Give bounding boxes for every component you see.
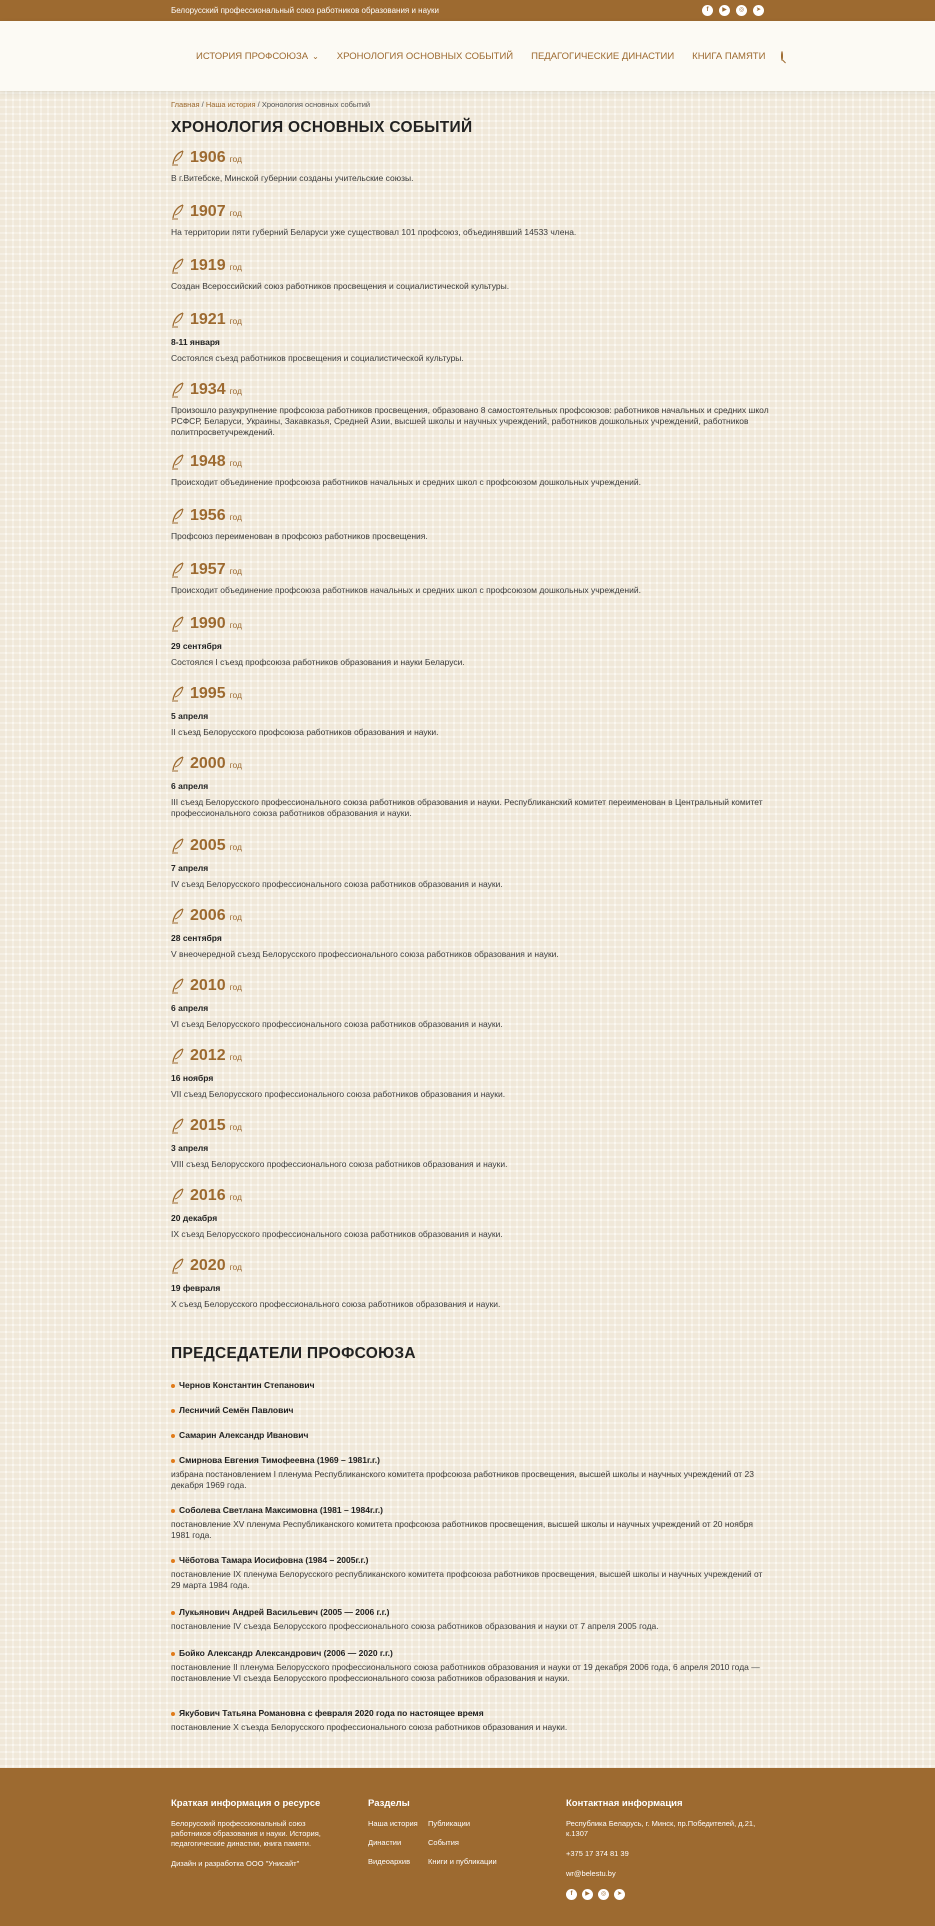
chair-name: Чернов Константин Степанович xyxy=(171,1380,771,1390)
event-year-line xyxy=(171,907,771,925)
event-year: 2000 xyxy=(190,755,226,772)
event-year-line xyxy=(171,615,771,633)
event-year-suffix: год xyxy=(229,208,243,218)
quill-pen-icon xyxy=(171,204,185,220)
event-year-line xyxy=(171,381,771,399)
chair-description: постановление XV пленума Республиканского комитета профсоюза работников просвещения, высшей школы и научных учреждений от 20 ноября 1981 года. xyxy=(171,1519,753,1540)
facebook-icon[interactable]: f xyxy=(566,1889,577,1900)
event-description: Создан Всероссийский союз работников просвещения и социалистической культуры. xyxy=(171,281,510,291)
footer-contacts-title: Контактная информация xyxy=(566,1798,683,1809)
footer-link-dynasties[interactable]: Династии xyxy=(368,1838,402,1847)
footer-link-events[interactable]: События xyxy=(428,1838,459,1847)
chair-item xyxy=(171,1405,771,1415)
event-description: Происходит объединение профсоюза работников начальных и средних школ с профсоюзом дошкольных учреждений. xyxy=(171,585,641,595)
event-description: Произошло разукрупнение профсоюза работников просвещения, образовано 8 самостоятельных профсоюзов: работников начальных и средних школ РСФСР, Беларуси, Украины, Закавказья, Средней Азии, высшей школы и научных учреждений, работников дошкольных учреждений, работников политпросветучреждений. xyxy=(171,405,769,437)
event-year-suffix: год xyxy=(229,316,243,326)
timeline-event xyxy=(171,1187,771,1240)
event-year: 1907 xyxy=(190,203,226,220)
facebook-icon[interactable]: f xyxy=(702,5,713,16)
quill-pen-icon xyxy=(171,1048,185,1064)
event-year-suffix: год xyxy=(229,154,243,164)
event-date: 3 апреля xyxy=(171,1143,209,1153)
quill-pen-icon xyxy=(171,616,185,632)
event-year-line xyxy=(171,685,771,703)
event-description: Состоялся съезд работников просвещения и социалистической культуры. xyxy=(171,353,464,363)
event-description: VIII съезд Белорусского профессионального союза работников образования и науки. xyxy=(171,1159,508,1169)
footer-link-books[interactable]: Книги и публикации xyxy=(428,1857,497,1866)
quill-pen-icon xyxy=(171,258,185,274)
breadcrumb-history[interactable]: Наша история xyxy=(205,100,256,109)
breadcrumb xyxy=(171,100,771,109)
footer-credits[interactable]: Дизайн и разработка ООО "Унисайт" xyxy=(171,1859,300,1868)
event-date: 28 сентября xyxy=(171,933,222,943)
event-date: 29 сентября xyxy=(171,641,222,651)
breadcrumb-current: Хронология основных событий xyxy=(261,100,371,109)
event-date: 6 апреля xyxy=(171,781,209,791)
timeline-event xyxy=(171,755,771,819)
chevron-down-icon[interactable]: ⌄ xyxy=(312,51,319,61)
event-year-suffix: год xyxy=(229,386,243,396)
footer-link-publications[interactable]: Публикации xyxy=(428,1819,471,1828)
chair-item xyxy=(171,1380,771,1390)
timeline-event xyxy=(171,977,771,1030)
event-year-suffix: год xyxy=(229,1192,243,1202)
timeline-event xyxy=(171,615,771,668)
footer-sections xyxy=(368,1798,508,1866)
chair-item xyxy=(171,1505,771,1541)
breadcrumb-separator: / xyxy=(255,100,262,109)
event-description: VI съезд Белорусского профессионального союза работников образования и науки. xyxy=(171,1019,503,1029)
event-year-suffix: год xyxy=(229,690,243,700)
event-year-suffix: год xyxy=(229,1262,243,1272)
chair-item xyxy=(171,1455,771,1491)
event-year-suffix: год xyxy=(229,760,243,770)
footer-address: Республика Беларусь, г. Минск, пр.Победителей, д.21, к.1307 xyxy=(566,1819,756,1838)
event-description: Происходит объединение профсоюза работников начальных и средних школ с профсоюзом дошкольных учреждений. xyxy=(171,477,641,487)
quill-pen-icon xyxy=(171,686,185,702)
footer-link-video[interactable]: Видеоархив xyxy=(368,1857,411,1866)
event-year: 1906 xyxy=(190,149,226,166)
chairs-title: ПРЕДСЕДАТЕЛИ ПРОФСОЮЗА xyxy=(171,1345,416,1362)
footer-link-history[interactable]: Наша история xyxy=(368,1819,418,1828)
event-year-line xyxy=(171,1047,771,1065)
quill-pen-icon xyxy=(171,1118,185,1134)
event-year-suffix: год xyxy=(229,912,243,922)
quill-pen-icon xyxy=(171,1258,185,1274)
event-year-suffix: год xyxy=(229,982,243,992)
quill-pen-icon xyxy=(171,508,185,524)
event-year-suffix: год xyxy=(229,512,243,522)
event-year: 2016 xyxy=(190,1187,226,1204)
quill-pen-icon xyxy=(171,908,185,924)
event-year-suffix: год xyxy=(229,566,243,576)
instagram-icon[interactable]: ◎ xyxy=(736,5,747,16)
event-year: 2010 xyxy=(190,977,226,994)
quill-pen-icon xyxy=(171,312,185,328)
event-date: 19 февраля xyxy=(171,1283,221,1293)
event-date: 6 апреля xyxy=(171,1003,209,1013)
event-description: X съезд Белорусского профессионального союза работников образования и науки. xyxy=(171,1299,501,1309)
event-description: IV съезд Белорусского профессионального союза работников образования и науки. xyxy=(171,879,503,889)
timeline-event xyxy=(171,1257,771,1310)
event-date: 8-11 января xyxy=(171,337,220,347)
timeline-event xyxy=(171,149,771,184)
event-year-line xyxy=(171,1117,771,1135)
chair-description: постановление IV съезда Белорусского профессионального союза работников образования и науки от 7 апреля 2005 года. xyxy=(171,1621,659,1631)
chair-description: постановление X съезда Белорусского профессионального союза работников образования и науки. xyxy=(171,1722,568,1732)
event-description: VII съезд Белорусского профессионального союза работников образования и науки. xyxy=(171,1089,506,1099)
chair-item xyxy=(171,1708,771,1733)
timeline-event xyxy=(171,685,771,738)
telegram-icon[interactable]: ➤ xyxy=(753,5,764,16)
quill-pen-icon xyxy=(171,562,185,578)
breadcrumb-home[interactable]: Главная xyxy=(171,100,200,109)
youtube-icon[interactable]: ▶ xyxy=(719,5,730,16)
footer-about xyxy=(171,1798,341,1869)
event-date: 20 декабря xyxy=(171,1213,218,1223)
event-year: 1921 xyxy=(190,311,226,328)
event-date: 7 апреля xyxy=(171,863,209,873)
chair-name: Соболева Светлана Максимовна (1981 – 1984г.г.) xyxy=(171,1505,771,1515)
event-year-line xyxy=(171,561,771,579)
timeline-event xyxy=(171,837,771,890)
event-description: IX съезд Белорусского профессионального союза работников образования и науки. xyxy=(171,1229,503,1239)
quill-pen-icon xyxy=(171,1188,185,1204)
timeline-event xyxy=(171,1117,771,1170)
event-year: 1919 xyxy=(190,257,226,274)
main-content xyxy=(171,100,771,1309)
event-year: 1948 xyxy=(190,453,226,470)
chair-name: Смирнова Евгения Тимофеевна (1969 – 1981г.г.) xyxy=(171,1455,771,1465)
event-description: На территории пяти губерний Беларуси уже существовал 101 профсоюз, объединявший 14533 члена. xyxy=(171,227,577,237)
footer-about-title: Краткая информация о ресурсе xyxy=(171,1798,321,1809)
event-year: 1956 xyxy=(190,507,226,524)
footer-contacts xyxy=(566,1798,766,1900)
footer-sections-title: Разделы xyxy=(368,1798,410,1809)
timeline-event xyxy=(171,257,771,292)
event-description: Состоялся I съезд профсоюза работников образования и науки Беларуси. xyxy=(171,657,465,667)
event-year-suffix: год xyxy=(229,1052,243,1062)
timeline-event xyxy=(171,381,771,438)
event-description: III съезд Белорусского профессионального союза работников образования и науки. Республиканский комитет переименован в Центральный комитет профессионального союза работников образования и науки. xyxy=(171,797,763,818)
timeline-event xyxy=(171,507,771,542)
footer-social xyxy=(566,1889,766,1900)
footer-email[interactable]: wr@belestu.by xyxy=(566,1869,616,1878)
timeline-event xyxy=(171,311,771,364)
site-footer xyxy=(0,1768,935,1926)
event-year-line xyxy=(171,453,771,471)
event-year-line xyxy=(171,1257,771,1275)
event-year-line xyxy=(171,311,771,329)
event-year-suffix: год xyxy=(229,620,243,630)
footer-phone[interactable]: +375 17 374 81 39 xyxy=(566,1849,629,1858)
timeline-event xyxy=(171,1047,771,1100)
event-year-line xyxy=(171,837,771,855)
event-year-line xyxy=(171,977,771,995)
chair-description: постановление II пленума Белорусского профессионального союза работников образования и науки от 19 декабря 2006 года, 6 апреля 2010 года — постановление VI съезда Белорусского профессионального союза работников образования и науки. xyxy=(171,1662,760,1683)
event-year-line xyxy=(171,203,771,221)
timeline-event xyxy=(171,203,771,238)
main-nav xyxy=(196,51,765,62)
event-year: 1934 xyxy=(190,381,226,398)
event-year-suffix: год xyxy=(229,262,243,272)
breadcrumb-separator: / xyxy=(199,100,206,109)
nav-item-dynasties[interactable]: ПЕДАГОГИЧЕСКИЕ ДИНАСТИИ xyxy=(531,50,675,62)
page-title: ХРОНОЛОГИЯ ОСНОВНЫХ СОБЫТИЙ xyxy=(171,119,473,136)
quill-pen-icon xyxy=(171,838,185,854)
youtube-icon[interactable]: ▶ xyxy=(582,1889,593,1900)
event-year-suffix: год xyxy=(229,1122,243,1132)
event-date: 16 ноября xyxy=(171,1073,214,1083)
quill-pen-icon xyxy=(171,382,185,398)
event-year: 1990 xyxy=(190,615,226,632)
chair-name: Бойко Александр Александрович (2006 — 2020 г.г.) xyxy=(171,1648,771,1658)
timeline-event xyxy=(171,561,771,596)
chair-name: Якубович Татьяна Романовна с февраля 2020 года по настоящее время xyxy=(171,1708,771,1718)
chair-name: Чёботова Тамара Иосифовна (1984 – 2005г.г.) xyxy=(171,1555,771,1565)
event-year-line xyxy=(171,755,771,773)
chair-description: постановление IX пленума Белорусского республиканского комитета профсоюза работников просвещения, высшей школы и научных учреждений от 29 марта 1984 года. xyxy=(171,1569,763,1590)
chair-item xyxy=(171,1607,771,1632)
timeline-event xyxy=(171,907,771,960)
timeline-event xyxy=(171,453,771,488)
nav-item-chronology[interactable]: ХРОНОЛОГИЯ ОСНОВНЫХ СОБЫТИЙ xyxy=(336,50,514,62)
event-year-line xyxy=(171,149,771,167)
event-year: 1995 xyxy=(190,685,226,702)
event-year-line xyxy=(171,1187,771,1205)
event-year: 2006 xyxy=(190,907,226,924)
event-description: В г.Витебске, Минской губернии созданы учительские союзы. xyxy=(171,173,414,183)
event-year: 2015 xyxy=(190,1117,226,1134)
quill-pen-icon xyxy=(171,756,185,772)
event-year: 1957 xyxy=(190,561,226,578)
chair-item xyxy=(171,1648,771,1684)
event-year-line xyxy=(171,507,771,525)
event-year-suffix: год xyxy=(229,842,243,852)
event-year: 2005 xyxy=(190,837,226,854)
event-year: 2012 xyxy=(190,1047,226,1064)
chair-item xyxy=(171,1555,771,1591)
quill-pen-icon xyxy=(171,454,185,470)
search-icon[interactable] xyxy=(781,51,783,61)
nav-item-memory-book[interactable]: КНИГА ПАМЯТИ xyxy=(692,50,766,62)
event-year-line xyxy=(171,257,771,275)
footer-about-text: Белорусский профессиональный союз работников образования и науки. История, педагогические династии, книга памяти. xyxy=(171,1819,321,1848)
instagram-icon[interactable]: ◎ xyxy=(598,1889,609,1900)
event-year: 2020 xyxy=(190,1257,226,1274)
event-year-suffix: год xyxy=(229,458,243,468)
telegram-icon[interactable]: ➤ xyxy=(614,1889,625,1900)
event-date: 5 апреля xyxy=(171,711,209,721)
chair-description: избрана постановлением I пленума Республиканского комитета профсоюза работников просвещения, высшей школы и научных учреждений от 23 декабря 1969 года. xyxy=(171,1469,754,1490)
quill-pen-icon xyxy=(171,150,185,166)
chair-name: Лесничий Семён Павлович xyxy=(171,1405,771,1415)
chair-item xyxy=(171,1430,771,1440)
org-name: Белорусский профессиональный союз работников образования и науки xyxy=(171,6,439,15)
chair-name: Лукьянович Андрей Васильевич (2005 — 2006 г.г.) xyxy=(171,1607,771,1617)
event-description: II съезд Белорусского профсоюза работников образования и науки. xyxy=(171,727,439,737)
site-header xyxy=(0,21,935,91)
event-description: V внеочередной съезд Белорусского профессионального союза работников образования и науки. xyxy=(171,949,559,959)
social-links xyxy=(702,5,764,16)
event-description: Профсоюз переименован в профсоюз работников просвещения. xyxy=(171,531,428,541)
top-bar xyxy=(0,0,935,21)
chair-name: Самарин Александр Иванович xyxy=(171,1430,771,1440)
nav-item-history[interactable]: ИСТОРИЯ ПРОФСОЮЗА xyxy=(196,50,309,62)
quill-pen-icon xyxy=(171,978,185,994)
